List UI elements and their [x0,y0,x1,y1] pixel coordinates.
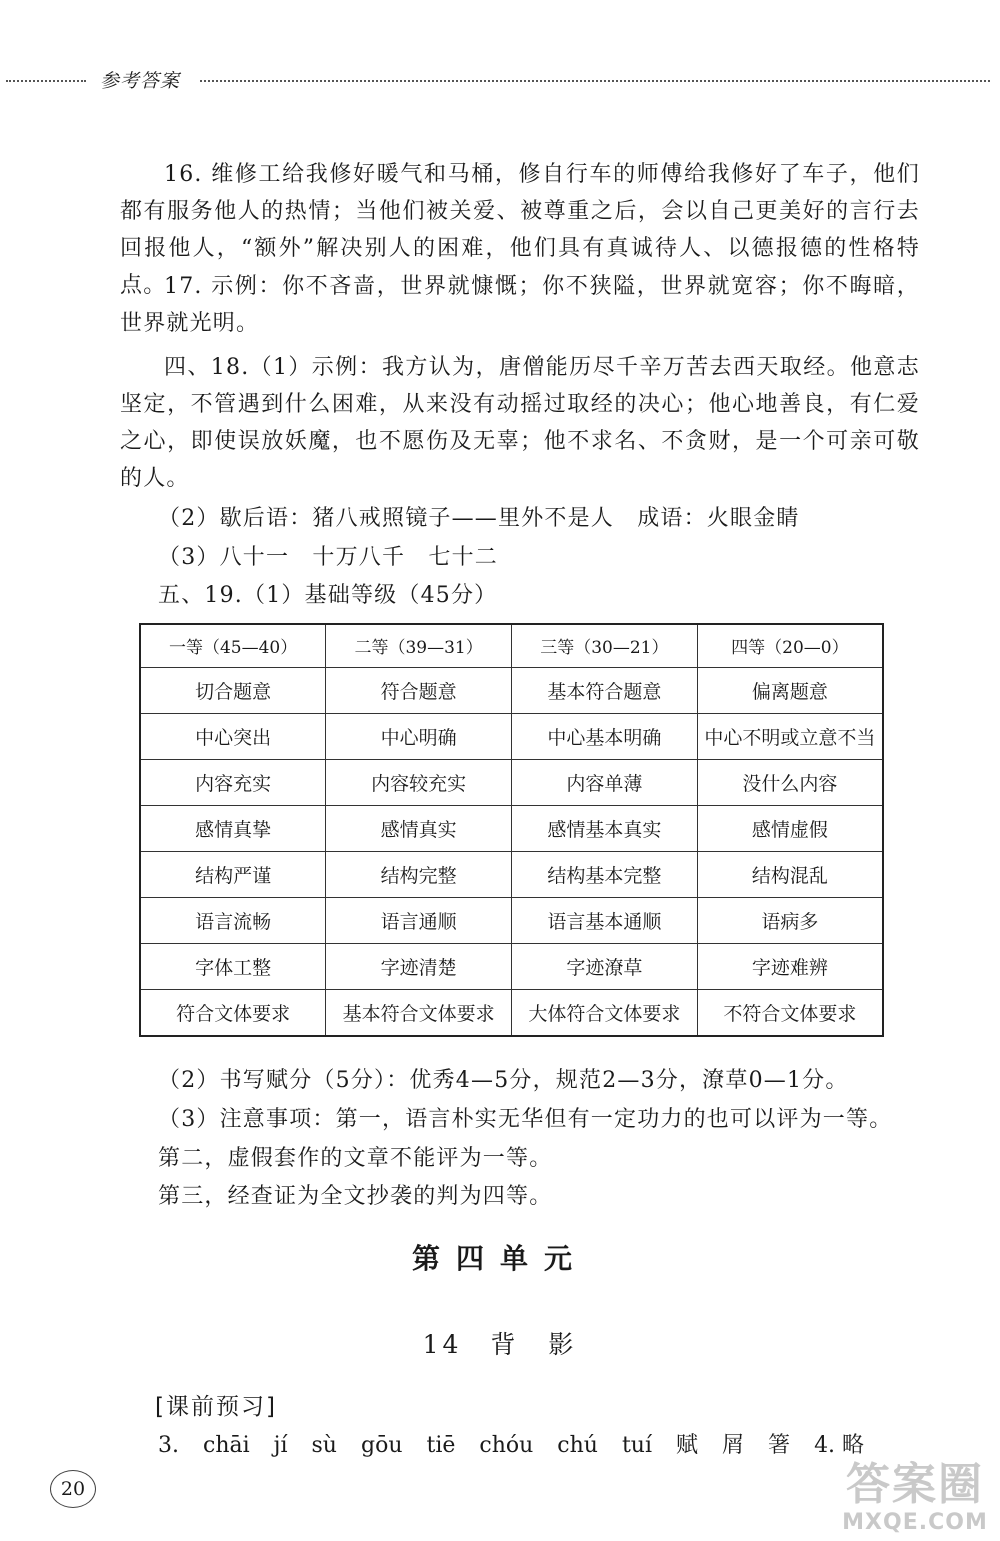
table-row [140,667,883,713]
table-cell: 感情基本真实 [512,805,698,851]
table-cell: 没什么内容 [697,759,883,805]
answer-18-2: （2）歇后语：猪八戒照镜子——里外不是人 成语：火眼金睛 [158,506,800,531]
table-header-cell: 三等（30—21） [512,624,698,667]
table-cell: 语言流畅 [140,897,326,943]
watermark [830,1460,1000,1541]
answer-17: 17. 示例：你不吝啬，世界就慷慨；你不狭隘，世界就宽容；你不晦暗，世界就光明。 [120,274,920,336]
answer-18-3: （3）八十一 十万八千 七十二 [158,545,498,570]
table-cell: 切合题意 [140,667,326,713]
pinyin-item: gōu [360,1433,403,1458]
header-dotted-rule-left [6,80,86,82]
table-row [140,943,883,989]
note-3-third: 第三，经查证为全文抄袭的判为四等。 [158,1184,553,1209]
table-header-row [140,624,883,667]
table-cell: 字体工整 [140,943,326,989]
table-cell: 中心明确 [326,713,512,759]
table-cell: 结构严谨 [140,851,326,897]
table-cell: 感情虚假 [697,805,883,851]
table-cell: 结构完整 [326,851,512,897]
answer-number: 3. [158,1433,179,1458]
table-header-cell: 一等（45—40） [140,624,326,667]
table-cell: 感情真实 [326,805,512,851]
preview-answers [158,1428,888,1459]
table-row [140,851,883,897]
pinyin-item: chāi [203,1433,250,1458]
watermark-text: MXQE.COM [842,1510,988,1535]
character-item: 屑 [722,1433,745,1458]
table-header-cell: 二等（39—31） [326,624,512,667]
answer-19-1: 五、19.（1）基础等级（45分） [158,583,498,608]
note-3: （3）注意事项：第一，语言朴实无华但有一定功力的也可以评为一等。 [158,1107,893,1132]
answer-16: 16. 维修工给我修好暖气和马桶，修自行车的师傅给我修好了车子，他们都有服务他人的热情；当他们被关爱、被尊重之后，会以自己更美好的言行去回报他人，“额外”解决别人的困难，他们具有真诚待人、以德报德的性格特点。 [120,162,920,298]
header-title: 参考答案 [100,70,181,92]
pinyin-item: chú [557,1433,598,1458]
character-item: 箸 [768,1433,791,1458]
character-item: 赋 [676,1433,699,1458]
table-cell: 偏离题意 [697,667,883,713]
table-cell: 中心不明或立意不当 [697,713,883,759]
pinyin-item: jí [273,1433,288,1458]
note-2: （2）书写赋分（5分）：优秀4—5分，规范2—3分，潦草0—1分。 [158,1068,849,1093]
table-cell: 语言基本通顺 [512,897,698,943]
note-3-second: 第二，虚假套作的文章不能评为一等。 [158,1146,553,1171]
table-cell: 结构基本完整 [512,851,698,897]
table-row [140,713,883,759]
table-cell: 语言通顺 [326,897,512,943]
table-cell: 基本符合文体要求 [326,989,512,1036]
grading-table [139,623,884,1037]
unit-title: 第四单元 [411,1242,588,1275]
table-cell: 结构混乱 [697,851,883,897]
pinyin-item: tiē [426,1433,456,1458]
table-row [140,989,883,1036]
answer-18-1: 四、18.（1）示例：我方认为，唐僧能历尽千辛万苦去西天取经。他意志坚定，不管遇到什么困难，从来没有动摇过取经的决心；他心地善良，有仁爱之心，即使误放妖魔，也不愿伤及无辜；他不求名、不贪财，是一个可亲可敬的人。 [120,355,920,491]
table-cell: 基本符合题意 [512,667,698,713]
table-cell: 中心突出 [140,713,326,759]
table-cell: 符合题意 [326,667,512,713]
table-cell: 感情真挚 [140,805,326,851]
header-dotted-rule-right [200,80,990,82]
pinyin-item: chóu [479,1433,534,1458]
table-cell: 字迹清楚 [326,943,512,989]
table-cell: 大体符合文体要求 [512,989,698,1036]
pinyin-item: tuí [621,1433,653,1458]
table-cell: 不符合文体要求 [697,989,883,1036]
lesson-title [0,1325,1000,1361]
table-cell: 符合文体要求 [140,989,326,1036]
page-number: 20 [50,1470,96,1508]
table-cell: 字迹难辨 [697,943,883,989]
pinyin-item: sù [311,1433,337,1458]
lesson-name: 背 影 [490,1330,578,1359]
watermark-logo: 答案圈 [846,1459,984,1510]
table-cell: 中心基本明确 [512,713,698,759]
table-cell: 内容较充实 [326,759,512,805]
table-row [140,805,883,851]
page-header [0,62,1000,98]
table-row [140,759,883,805]
table-cell: 语病多 [697,897,883,943]
section-label-preview: [课前预习] [155,1394,277,1420]
table-cell: 字迹潦草 [512,943,698,989]
table-header-cell: 四等（20—0） [697,624,883,667]
lesson-number: 14 [422,1330,463,1359]
table-cell: 内容单薄 [512,759,698,805]
table-cell: 内容充实 [140,759,326,805]
table-row [140,897,883,943]
answer-number: 4. 略 [814,1433,865,1458]
